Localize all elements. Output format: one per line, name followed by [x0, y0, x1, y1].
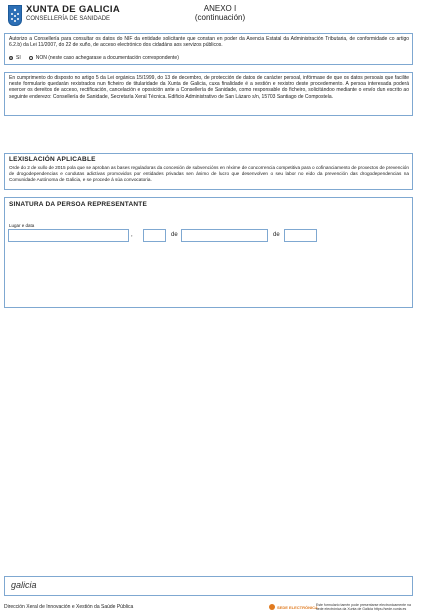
sede-label: SEDE ELECTRÓNICA	[277, 605, 318, 610]
place-date-label: Lugar e data	[9, 223, 35, 228]
xunta-shield-icon	[8, 5, 22, 26]
signature-box	[4, 197, 413, 308]
comma-separator: ,	[131, 232, 133, 238]
galicia-brand-text: galicia	[11, 580, 37, 590]
signature-title: SINATURA DA PERSOA REPRESENTANTE	[9, 201, 147, 208]
day-input[interactable]	[143, 229, 166, 242]
radio-no[interactable]	[29, 56, 33, 60]
annex-title-text: ANEXO I	[203, 4, 237, 13]
place-input[interactable]	[8, 229, 129, 242]
dept-name: CONSELLERÍA DE SANIDADE	[26, 16, 111, 22]
month-input[interactable]	[181, 229, 268, 242]
sede-icon	[269, 604, 275, 610]
nif-radio-group	[9, 55, 179, 61]
annex-title	[170, 4, 270, 22]
nif-authorization-box	[4, 33, 413, 65]
year-input[interactable]	[284, 229, 317, 242]
footer-brand-box	[4, 576, 413, 596]
privacy-box	[4, 72, 413, 116]
directorate-name: Dirección Xeral de Innovación e Xestión da Saúde Pública	[4, 604, 134, 610]
de-separator-2: de	[273, 232, 280, 238]
org-name: XUNTA DE GALICIA	[26, 4, 120, 15]
radio-yes-label: SI	[16, 55, 21, 61]
nif-authorization-text: Autorizo a Consellería para consultar os datos do NIF da entidade solicitante que constan en poder da Axencia Estatal da Administración Tributaria, de conformidade co artigo 6.2.b) da Lei 11/2007, do 22 de xuño, de acceso electrónico dos cidadáns aos servizos públicos.	[9, 36, 409, 49]
annex-subtitle-text: (continuación)	[194, 13, 246, 22]
radio-yes[interactable]	[9, 56, 13, 60]
privacy-text: En cumprimento do disposto no artigo 5 da Lei orgánica 15/1999, do 13 de decembro, de protección de datos de carácter persoal, infórmase de que os datos persoais que facilite neste formulario quedarán rexistrados nun ficheiro de titularidade da Xunta de Galicia, cuxa finalidade é a xestión e rexistro deste procedemento. A persoa interesada poderá exercer os dereitos de acceso, rectificación, cancelación e oposición ante a Consellería de Sanidade, como responsable do ficheiro, solicitándoo mediante o envío dun escrito ao seguinte enderezo: Consellería de Sanidade, Secretaría Xeral Técnica. Edificio Administrativo de San Lázaro s/n, 15703 Santiago de Compostela.	[9, 75, 409, 100]
legislation-box	[4, 153, 413, 190]
galicia-brand	[11, 580, 37, 590]
legislation-text: Orde do 2 de xullo de 2015 pola que se aproban as bases reguladoras da concesión de subvencións en réxime de concorrencia competitiva para o cofinanciamento de proxectos de prevención de drogodependencias e condutas adictivas promovidos por entidades privadas sen ánimo de lucro que desenvolven o seu labor no eido da prevención das drogodependencias na Comunidade Autónoma de Galicia, e se procede á súa convocatoria.	[9, 165, 409, 182]
sede-text: Este formulario tamén pode presentarse electronicamente na sede electrónica da Xunta de Galicia https://sede.xunta.es	[316, 603, 411, 611]
radio-no-label: NON (neste caso achegarase a documentación correspondente)	[35, 55, 179, 61]
legislation-title: LEXISLACIÓN APLICABLE	[9, 156, 96, 163]
de-separator-1: de	[171, 232, 178, 238]
